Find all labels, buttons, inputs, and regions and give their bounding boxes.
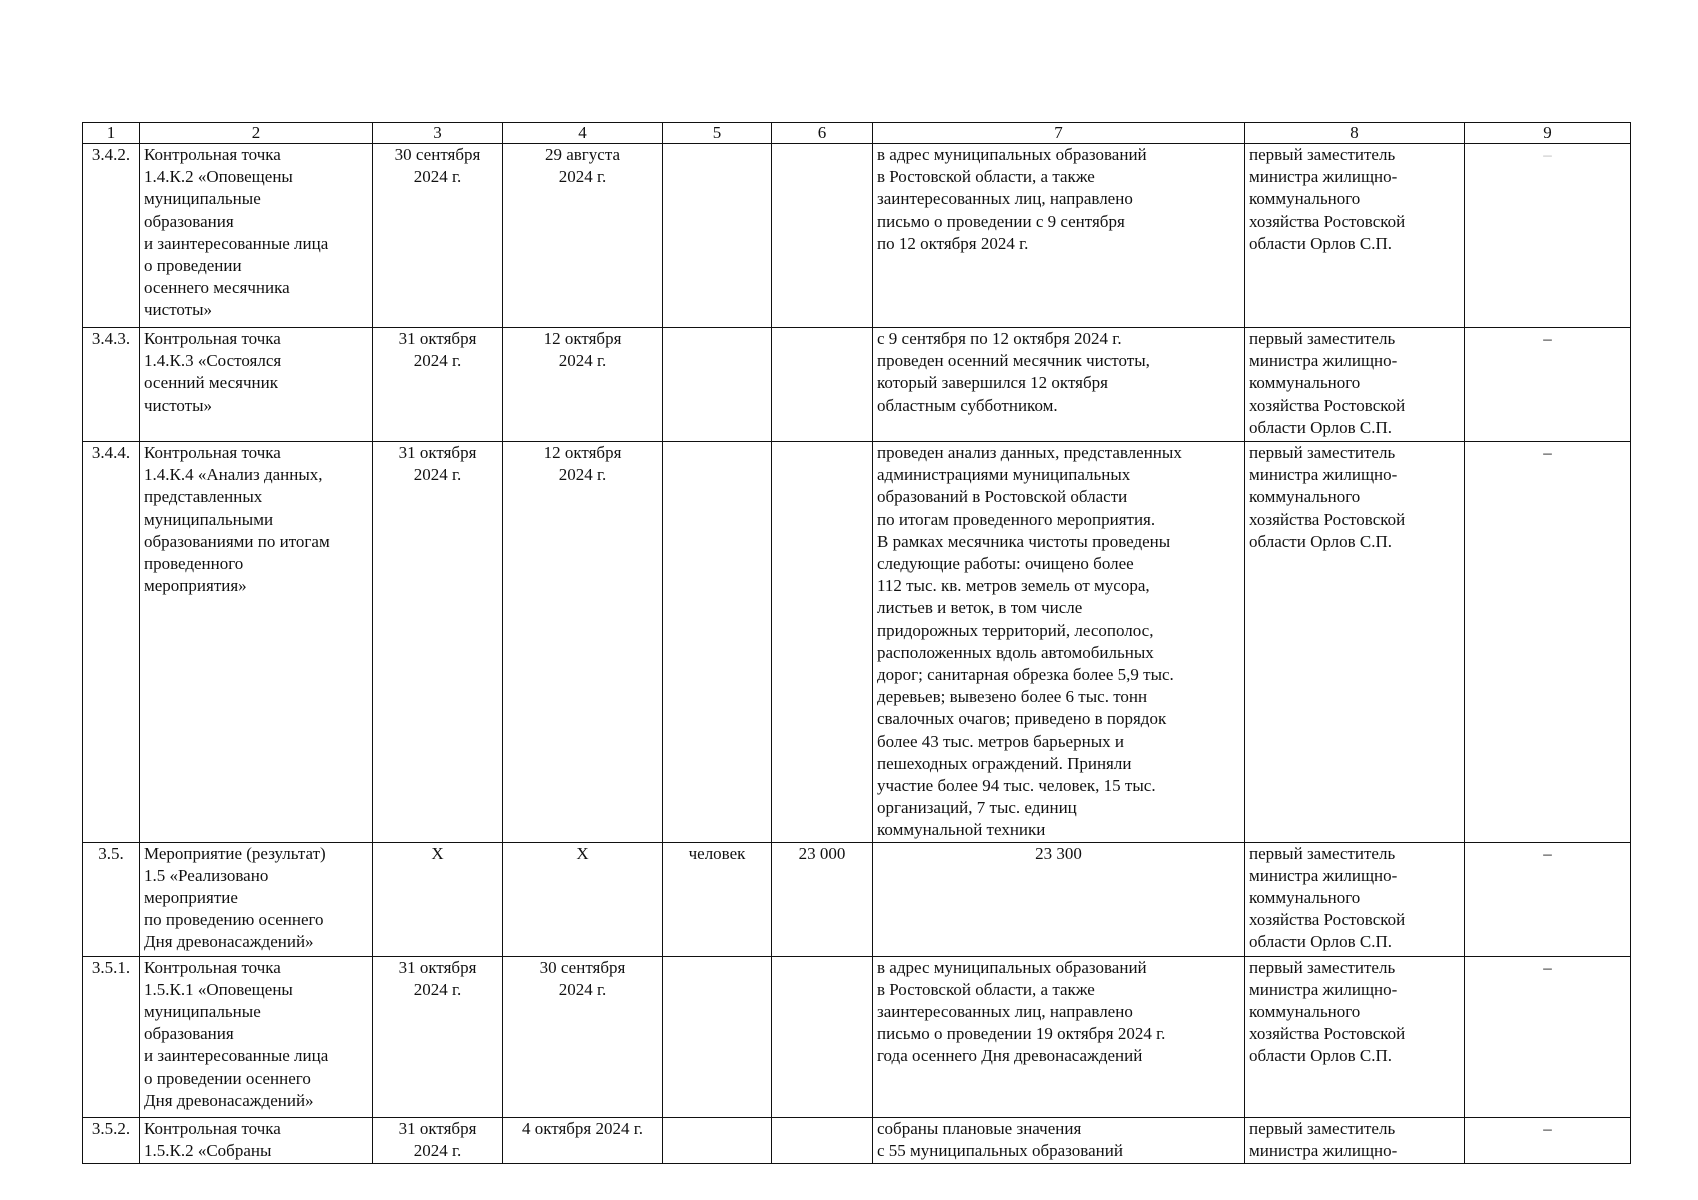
- row-number: 3.5.1.: [83, 956, 140, 1117]
- fact-date: 12 октября 2024 г.: [503, 328, 663, 442]
- plan-date: 31 октября 2024 г.: [373, 956, 503, 1117]
- unit: [663, 328, 772, 442]
- column-header: 4: [503, 123, 663, 144]
- unit: человек: [663, 842, 772, 956]
- result-text: в адрес муниципальных образований в Ростовской области, а также заинтересованных лиц, направлено письмо о проведении с 9 сентября по 12 октября 2024 г.: [873, 144, 1245, 328]
- column-header: 2: [140, 123, 373, 144]
- fact-date: 29 августа 2024 г.: [503, 144, 663, 328]
- result-text: в адрес муниципальных образований в Ростовской области, а также заинтересованных лиц, направлено письмо о проведении 19 октября 2024 г. года осеннего Дня древонасаждений: [873, 956, 1245, 1117]
- table-row: [83, 144, 1631, 328]
- result-text: 23 300: [873, 842, 1245, 956]
- plan-date: Х: [373, 842, 503, 956]
- row-name: Контрольная точка 1.4.К.4 «Анализ данных, представленных муниципальными образованиями по итогам проведенного мероприятия»: [140, 442, 373, 843]
- fact-date: Х: [503, 842, 663, 956]
- responsible-person: первый заместитель министра жилищно- коммунального хозяйства Ростовской области Орлов С.П.: [1245, 842, 1465, 956]
- plan-value: 23 000: [772, 842, 873, 956]
- plan-date: 31 октября 2024 г.: [373, 442, 503, 843]
- result-text: собраны плановые значения с 55 муниципальных образований: [873, 1117, 1245, 1163]
- column-header: 6: [772, 123, 873, 144]
- column-header: 5: [663, 123, 772, 144]
- note: –: [1465, 442, 1631, 843]
- column-number-row: [83, 123, 1631, 144]
- unit: [663, 956, 772, 1117]
- row-name: Контрольная точка 1.5.К.1 «Оповещены муниципальные образования и заинтересованные лица о проведении осеннего Дня древонасаждений»: [140, 956, 373, 1117]
- fact-date: 12 октября 2024 г.: [503, 442, 663, 843]
- responsible-person: первый заместитель министра жилищно-: [1245, 1117, 1465, 1163]
- note: –: [1465, 328, 1631, 442]
- responsible-person: первый заместитель министра жилищно- коммунального хозяйства Ростовской области Орлов С.П.: [1245, 442, 1465, 843]
- row-number: 3.5.: [83, 842, 140, 956]
- table-row: [83, 442, 1631, 843]
- responsible-person: первый заместитель министра жилищно- коммунального хозяйства Ростовской области Орлов С.П.: [1245, 956, 1465, 1117]
- note: –: [1465, 956, 1631, 1117]
- result-text: проведен анализ данных, представленных администрациями муниципальных образований в Ростовской области по итогам проведенного мероприятия. В рамках месячника чистоты проведены следующие работы: очищено более 112 тыс. кв. метров земель от мусора, листьев и веток, в том числе придорожных территорий, лесополос, расположенных вдоль автомобильных дорог; санитарная обрезка более 5,9 тыс. деревьев; вывезено более 6 тыс. тонн свалочных очагов; приведено в порядок более 43 тыс. метров барьерных и пешеходных ограждений. Приняли участие более 94 тыс. человек, 15 тыс. организаций, 7 тыс. единиц коммунальной техники: [873, 442, 1245, 843]
- unit: [663, 1117, 772, 1163]
- responsible-person: первый заместитель министра жилищно- коммунального хозяйства Ростовской области Орлов С.П.: [1245, 144, 1465, 328]
- row-number: 3.4.2.: [83, 144, 140, 328]
- report-table: [82, 122, 1631, 1164]
- column-header: 7: [873, 123, 1245, 144]
- note: –: [1465, 144, 1631, 328]
- note: –: [1465, 842, 1631, 956]
- plan-value: [772, 956, 873, 1117]
- responsible-person: первый заместитель министра жилищно- коммунального хозяйства Ростовской области Орлов С.П.: [1245, 328, 1465, 442]
- row-number: 3.5.2.: [83, 1117, 140, 1163]
- row-name: Контрольная точка 1.4.К.2 «Оповещены муниципальные образования и заинтересованные лица о проведении осеннего месячника чистоты»: [140, 144, 373, 328]
- plan-date: 30 сентября 2024 г.: [373, 144, 503, 328]
- column-header: 9: [1465, 123, 1631, 144]
- row-name: Мероприятие (результат) 1.5 «Реализовано мероприятие по проведению осеннего Дня древонасаждений»: [140, 842, 373, 956]
- plan-date: 31 октября 2024 г.: [373, 328, 503, 442]
- column-header: 3: [373, 123, 503, 144]
- table-row: [83, 842, 1631, 956]
- row-number: 3.4.3.: [83, 328, 140, 442]
- fact-date: 4 октября 2024 г.: [503, 1117, 663, 1163]
- plan-value: [772, 442, 873, 843]
- plan-date: 31 октября 2024 г.: [373, 1117, 503, 1163]
- note: –: [1465, 1117, 1631, 1163]
- table-row: [83, 956, 1631, 1117]
- plan-value: [772, 144, 873, 328]
- row-name: Контрольная точка 1.5.К.2 «Собраны: [140, 1117, 373, 1163]
- table-row: [83, 328, 1631, 442]
- row-number: 3.4.4.: [83, 442, 140, 843]
- unit: [663, 144, 772, 328]
- column-header: 8: [1245, 123, 1465, 144]
- fact-date: 30 сентября 2024 г.: [503, 956, 663, 1117]
- row-name: Контрольная точка 1.4.К.3 «Состоялся осенний месячник чистоты»: [140, 328, 373, 442]
- unit: [663, 442, 772, 843]
- column-header: 1: [83, 123, 140, 144]
- plan-value: [772, 328, 873, 442]
- result-text: с 9 сентября по 12 октября 2024 г. проведен осенний месячник чистоты, который завершился 12 октября областным субботником.: [873, 328, 1245, 442]
- plan-value: [772, 1117, 873, 1163]
- table-row: [83, 1117, 1631, 1163]
